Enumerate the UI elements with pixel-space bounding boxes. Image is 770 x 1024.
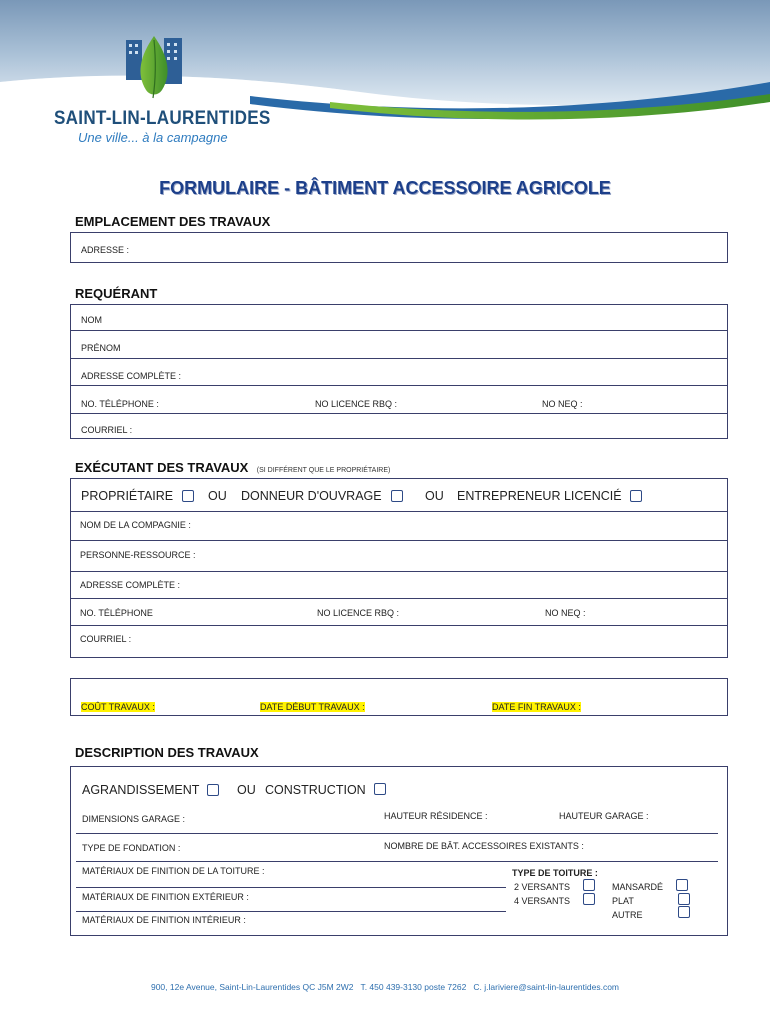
form-title: FORMULAIRE - BÂTIMENT ACCESSOIRE AGRICOLE bbox=[159, 178, 611, 198]
type-toiture-label: TYPE DE TOITURE : bbox=[512, 868, 598, 878]
description-box bbox=[70, 766, 728, 936]
toiture-materiaux-field[interactable]: MATÉRIAUX DE FINITION DE LA TOITURE : bbox=[82, 866, 265, 876]
requerant-heading: REQUÉRANT bbox=[75, 286, 158, 301]
option-proprietaire-label: PROPRIÉTAIRE bbox=[81, 489, 174, 503]
date-debut-field[interactable]: DATE DÉBUT TRAVAUX : bbox=[260, 702, 365, 712]
emplacement-heading: EMPLACEMENT DES TRAVAUX bbox=[75, 214, 271, 229]
costs-dates-box bbox=[70, 678, 728, 716]
dimensions-garage-field[interactable]: DIMENSIONS GARAGE : bbox=[82, 814, 186, 824]
footer-contact: 900, 12e Avenue, Saint-Lin-Laurentides QC J5M 2W2 T. 450 439-3130 poste 7262 C. j.lariviere@saint-lin-laurentides.com bbox=[150, 982, 620, 992]
plat-checkbox[interactable] bbox=[678, 893, 690, 905]
mansarde-label: MANSARDÉ bbox=[612, 882, 664, 892]
compagnie-field[interactable]: NOM DE LA COMPAGNIE : bbox=[80, 520, 191, 530]
executant-heading-text: EXÉCUTANT DES TRAVAUX bbox=[75, 460, 249, 475]
construction-checkbox[interactable] bbox=[374, 783, 386, 795]
executant-courriel-field[interactable]: COURRIEL : bbox=[80, 634, 132, 644]
cout-travaux-field[interactable]: COÛT TRAVAUX : bbox=[81, 702, 155, 712]
city-logo-icon bbox=[120, 34, 190, 104]
versants4-checkbox[interactable] bbox=[583, 893, 595, 905]
option-donneur-label: DONNEUR D'OUVRAGE bbox=[241, 489, 382, 503]
ou-label: OU bbox=[208, 489, 227, 503]
donneur-checkbox[interactable] bbox=[391, 490, 403, 502]
date-fin-field[interactable]: DATE FIN TRAVAUX : bbox=[492, 702, 581, 712]
nb-batiments-field[interactable]: NOMBRE DE BÂT. ACCESSOIRES EXISTANTS : bbox=[384, 841, 584, 851]
executant-adresse-field[interactable]: ADRESSE COMPLÈTE : bbox=[80, 580, 181, 590]
emplacement-box bbox=[70, 232, 728, 263]
courriel-field[interactable]: COURRIEL : bbox=[81, 425, 133, 435]
adresse-field[interactable]: ADRESSE : bbox=[81, 245, 130, 255]
exterieur-materiaux-field[interactable]: MATÉRIAUX DE FINITION EXTÉRIEUR : bbox=[82, 892, 249, 902]
neq-field[interactable]: NO NEQ : bbox=[542, 399, 583, 409]
autre-checkbox[interactable] bbox=[678, 906, 690, 918]
description-heading: DESCRIPTION DES TRAVAUX bbox=[75, 745, 259, 760]
executant-telephone-field[interactable]: NO. TÉLÉPHONE bbox=[80, 608, 153, 618]
ou-label-3: OU bbox=[237, 783, 256, 797]
personne-ressource-field[interactable]: PERSONNE-RESSOURCE : bbox=[80, 550, 196, 560]
versants2-checkbox[interactable] bbox=[583, 879, 595, 891]
proprietaire-checkbox[interactable] bbox=[182, 490, 194, 502]
executant-note: (SI DIFFÉRENT QUE LE PROPRIÉTAIRE) bbox=[256, 467, 391, 474]
option-agrandissement-label: AGRANDISSEMENT bbox=[82, 783, 200, 797]
telephone-field[interactable]: NO. TÉLÉPHONE : bbox=[81, 399, 159, 409]
option-entrepreneur-label: ENTREPRENEUR LICENCIÉ bbox=[457, 489, 622, 503]
versants4-label: 4 VERSANTS bbox=[514, 896, 571, 906]
versants2-label: 2 VERSANTS bbox=[514, 882, 571, 892]
interieur-materiaux-field[interactable]: MATÉRIAUX DE FINITION INTÉRIEUR : bbox=[82, 915, 246, 925]
agrandissement-checkbox[interactable] bbox=[207, 784, 219, 796]
mansarde-checkbox[interactable] bbox=[676, 879, 688, 891]
type-fondation-field[interactable]: TYPE DE FONDATION : bbox=[82, 843, 181, 853]
option-construction-label: CONSTRUCTION bbox=[265, 783, 366, 797]
ou-label-2: OU bbox=[425, 489, 444, 503]
city-name: SAINT-LIN-LAURENTIDES bbox=[54, 108, 271, 129]
hauteur-residence-field[interactable]: HAUTEUR RÉSIDENCE : bbox=[384, 811, 488, 821]
executant-neq-field[interactable]: NO NEQ : bbox=[545, 608, 586, 618]
entrepreneur-checkbox[interactable] bbox=[630, 490, 642, 502]
autre-label: AUTRE bbox=[612, 910, 643, 920]
executant-heading bbox=[75, 459, 390, 477]
executant-box bbox=[70, 478, 728, 658]
header-banner bbox=[0, 0, 770, 160]
adresse-complete-field[interactable]: ADRESSE COMPLÈTE : bbox=[81, 371, 182, 381]
licence-rbq-field[interactable]: NO LICENCE RBQ : bbox=[315, 399, 398, 409]
executant-licence-field[interactable]: NO LICENCE RBQ : bbox=[317, 608, 400, 618]
requerant-box bbox=[70, 304, 728, 439]
hauteur-garage-field[interactable]: HAUTEUR GARAGE : bbox=[559, 811, 649, 821]
nom-field[interactable]: NOM bbox=[81, 315, 102, 325]
plat-label: PLAT bbox=[612, 896, 634, 906]
prenom-field[interactable]: PRÉNOM bbox=[81, 343, 121, 353]
city-tagline: Une ville... à la campagne bbox=[78, 130, 228, 145]
